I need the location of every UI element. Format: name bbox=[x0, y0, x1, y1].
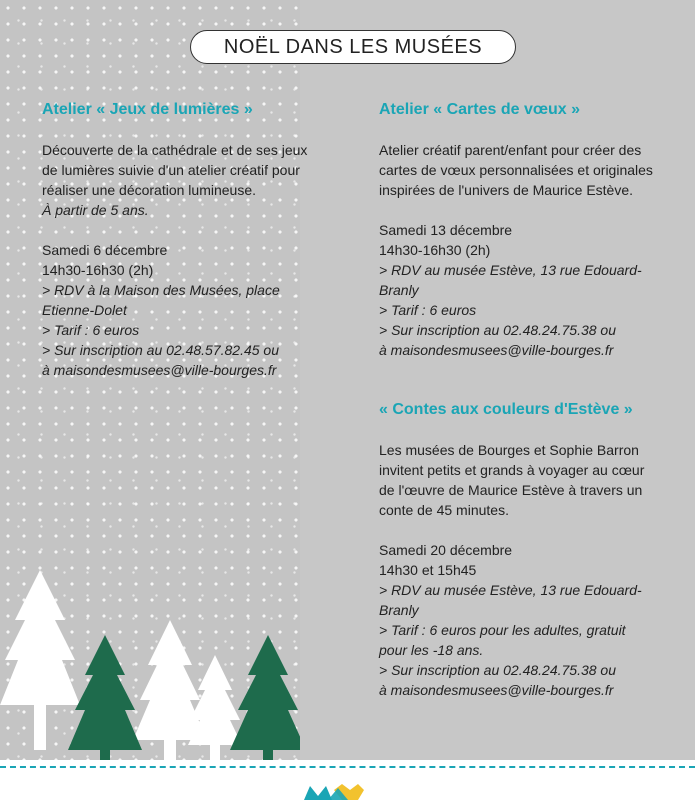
event-date: Samedi 13 décembre bbox=[379, 222, 513, 238]
event-date: Samedi 6 décembre bbox=[42, 242, 168, 258]
detail-line: à maisondesmusees@ville-bourges.fr bbox=[42, 362, 277, 378]
detail-line: Branly bbox=[379, 282, 419, 298]
event-cartes-de-voeux bbox=[379, 100, 689, 360]
detail-line: pour les -18 ans. bbox=[379, 642, 484, 658]
description-line: invitent petits et grands à voyager au cœur bbox=[379, 462, 645, 478]
event-heading: « Contes aux couleurs d'Estève » bbox=[379, 401, 633, 418]
description-line: conte de 45 minutes. bbox=[379, 502, 509, 518]
christmas-trees-illustration bbox=[0, 560, 300, 760]
description-line: Les musées de Bourges et Sophie Barron bbox=[379, 442, 639, 458]
cut-line-divider bbox=[0, 766, 695, 768]
detail-line: Etienne-Dolet bbox=[42, 302, 127, 318]
detail-line: > Tarif : 6 euros bbox=[42, 322, 140, 338]
detail-line: > Sur inscription au 02.48.24.75.38 ou bbox=[379, 662, 617, 678]
description-line: réaliser une décoration lumineuse. bbox=[42, 182, 257, 198]
detail-line: > RDV à la Maison des Musées, place bbox=[42, 282, 280, 298]
event-date: Samedi 20 décembre bbox=[379, 542, 513, 558]
detail-line: > Tarif : 6 euros bbox=[379, 302, 477, 318]
white-tree-icon bbox=[133, 620, 207, 740]
event-time: 14h30-16h30 (2h) bbox=[379, 242, 491, 258]
detail-line: Branly bbox=[379, 602, 419, 618]
detail-line: à maisondesmusees@ville-bourges.fr bbox=[379, 682, 614, 698]
white-tree-icon bbox=[0, 570, 80, 705]
detail-line: > Sur inscription au 02.48.57.82.45 ou bbox=[42, 342, 280, 358]
age-note: À partir de 5 ans. bbox=[42, 202, 149, 218]
description-line: cartes de vœux personnalisées et originales bbox=[379, 162, 653, 178]
event-jeux-de-lumieres bbox=[42, 100, 342, 380]
event-heading: Atelier « Jeux de lumières » bbox=[42, 101, 253, 118]
description-line: de lumières suivie d'un atelier créatif pour bbox=[42, 162, 300, 178]
green-tree-icon bbox=[68, 635, 142, 750]
detail-line: à maisondesmusees@ville-bourges.fr bbox=[379, 342, 614, 358]
page-title: NOËL DANS LES MUSÉES bbox=[190, 30, 516, 64]
description-line: de l'œuvre de Maurice Estève à travers un bbox=[379, 482, 643, 498]
detail-line: > RDV au musée Estève, 13 rue Edouard- bbox=[379, 262, 642, 278]
description-line: inspirées de l'univers de Maurice Estève. bbox=[379, 182, 634, 198]
event-contes-esteve bbox=[379, 400, 689, 700]
event-time: 14h30-16h30 (2h) bbox=[42, 262, 154, 278]
event-time: 14h30 et 15h45 bbox=[379, 562, 477, 578]
event-column-right bbox=[379, 100, 689, 700]
detail-line: > Sur inscription au 02.48.24.75.38 ou bbox=[379, 322, 617, 338]
description-line: Atelier créatif parent/enfant pour créer des bbox=[379, 142, 642, 158]
detail-line: > Tarif : 6 euros pour les adultes, gratuit bbox=[379, 622, 626, 638]
green-tree-icon bbox=[230, 635, 300, 750]
description-line: Découverte de la cathédrale et de ses jeux bbox=[42, 142, 308, 158]
detail-line: > RDV au musée Estève, 13 rue Edouard- bbox=[379, 582, 642, 598]
museum-logo bbox=[298, 782, 368, 800]
event-heading: Atelier « Cartes de vœux » bbox=[379, 101, 580, 118]
